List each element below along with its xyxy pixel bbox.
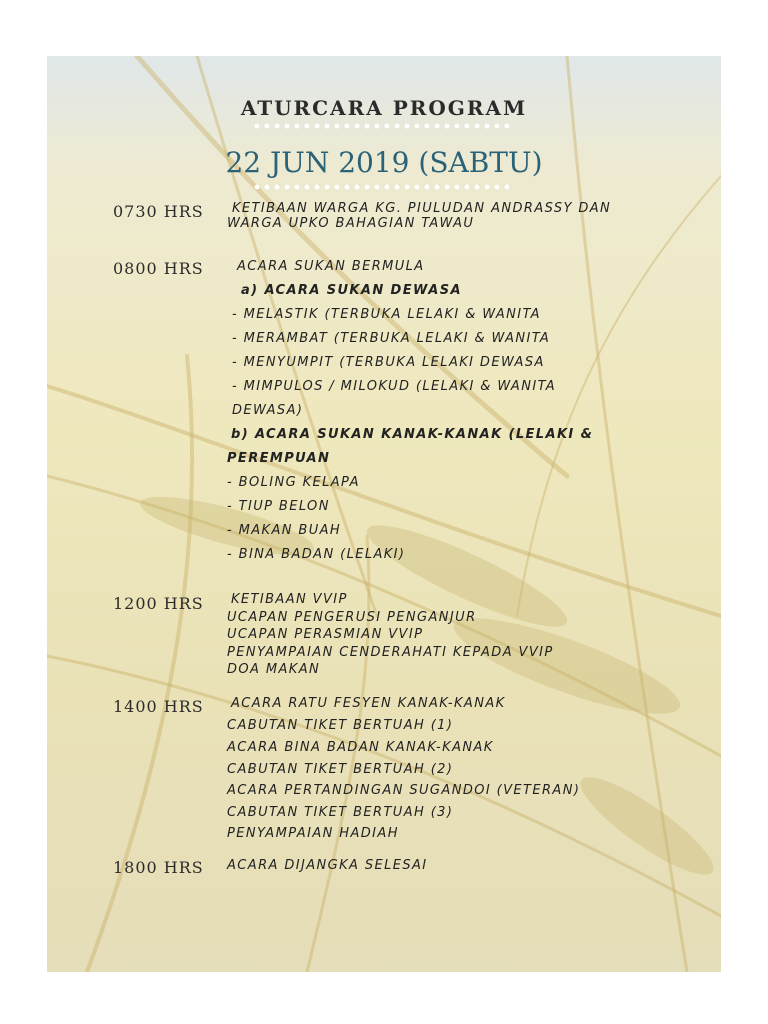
schedule-line: ACARA RATU FESYEN KANAK-KANAK (231, 696, 506, 711)
schedule-line: PENYAMPAIAN HADIAH (227, 826, 399, 841)
schedule-line: ACARA SUKAN BERMULA (237, 259, 425, 274)
schedule-line: a) ACARA SUKAN DEWASA (241, 283, 462, 298)
schedule-line: - MAKAN BUAH (227, 523, 342, 538)
schedule-line: - BOLING KELAPA (227, 475, 360, 490)
schedule-time: 0800 HRS (113, 259, 204, 278)
schedule-line: KETIBAAN WARGA KG. PIULUDAN ANDRASSY DAN (232, 201, 612, 216)
schedule-line: - MENYUMPIT (TERBUKA LELAKI DEWASA (232, 355, 545, 370)
dotted-divider-top (252, 123, 512, 129)
schedule-time: 1800 HRS (113, 858, 204, 877)
program-date: 22 JUN 2019 (SABTU) (225, 146, 543, 179)
schedule-line: CABUTAN TIKET BERTUAH (2) (227, 762, 454, 777)
schedule-line: ACARA BINA BADAN KANAK-KANAK (227, 740, 494, 755)
schedule-time: 1400 HRS (113, 697, 204, 716)
schedule-line: ACARA PERTANDINGAN SUGANDOI (VETERAN) (227, 783, 581, 798)
schedule-line: - BINA BADAN (LELAKI) (227, 547, 406, 562)
schedule-line: ACARA DIJANGKA SELESAI (227, 858, 428, 873)
schedule-line: CABUTAN TIKET BERTUAH (3) (227, 805, 454, 820)
program-poster (47, 56, 721, 972)
schedule-line: UCAPAN PENGERUSI PENGANJUR (227, 610, 477, 625)
schedule-line: UCAPAN PERASMIAN VVIP (227, 627, 424, 642)
schedule-line: - MIMPULOS / MILOKUD (LELAKI & WANITA (232, 379, 557, 394)
schedule-time: 0730 HRS (113, 202, 204, 221)
program-title: ATURCARA PROGRAM (240, 96, 528, 120)
dotted-divider-bottom (252, 184, 512, 190)
schedule-line: CABUTAN TIKET BERTUAH (1) (227, 718, 454, 733)
schedule-line: DOA MAKAN (227, 662, 321, 677)
schedule-line: - MERAMBAT (TERBUKA LELAKI & WANITA (232, 331, 551, 346)
schedule-line: DEWASA) (232, 403, 304, 418)
schedule-line: WARGA UPKO BAHAGIAN TAWAU (227, 216, 475, 231)
schedule-line: - TIUP BELON (227, 499, 330, 514)
schedule-line: b) ACARA SUKAN KANAK-KANAK (LELAKI & (231, 427, 594, 442)
schedule-time: 1200 HRS (113, 594, 204, 613)
schedule-line: PENYAMPAIAN CENDERAHATI KEPADA VVIP (227, 645, 554, 660)
schedule-line: - MELASTIK (TERBUKA LELAKI & WANITA (232, 307, 541, 322)
schedule-line: PEREMPUAN (227, 451, 331, 466)
schedule-line: KETIBAAN VVIP (231, 592, 348, 607)
